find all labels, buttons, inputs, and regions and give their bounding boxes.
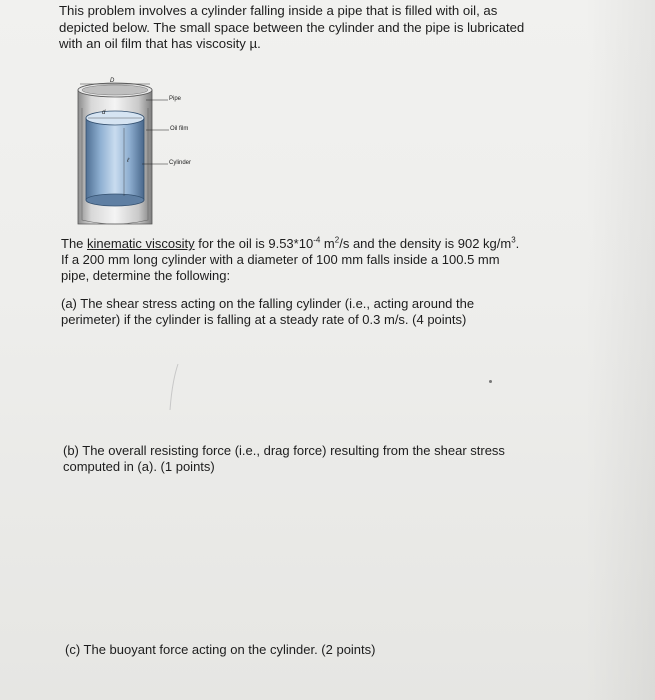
oil-film-label: Oil film [170, 126, 189, 132]
question-b [63, 443, 505, 475]
length-label: ℓ [127, 158, 129, 164]
given-text: /s and the density is 902 kg/m [339, 236, 512, 251]
question-c: (c) The buoyant force acting on the cylinder. (2 points) [65, 642, 376, 657]
pipe-cylinder-figure [72, 78, 222, 228]
question-b-line: (b) The overall resisting force (i.e., drag force) resulting from the shear stress [63, 443, 505, 458]
given-text: . [515, 236, 520, 251]
exponent: -4 [313, 235, 321, 245]
question-b-line: computed in (a). (1 points) [63, 459, 215, 474]
question-a-line: perimeter) if the cylinder is falling at a steady rate of 0.3 m/s. (4 points) [61, 312, 467, 327]
pencil-mark [168, 362, 180, 412]
given-text: m [320, 236, 335, 251]
cylinder-shape [86, 118, 144, 200]
given-data [61, 236, 519, 284]
cylinder-label: Cylinder [169, 160, 192, 166]
question-a-line: (a) The shear stress acting on the falling cylinder (i.e., acting around the [61, 296, 475, 311]
given-text: The [61, 236, 88, 251]
given-line-3: pipe, determine the following: [61, 268, 231, 283]
pipe-label: Pipe [169, 96, 182, 102]
intro-line: depicted below. The small space between the cylinder and the pipe is lubricated [59, 19, 525, 35]
page-shadow [585, 0, 655, 700]
exponent: 3 [511, 235, 516, 245]
diameter-d-cylinder-label: d [102, 110, 106, 116]
intro-line: This problem involves a cylinder falling inside a pipe that is filled with oil, as [59, 3, 498, 18]
exponent: 2 [334, 235, 340, 245]
speck-mark [489, 380, 492, 383]
diameter-d-pipe-label: D [110, 78, 115, 84]
given-text: for the oil is 9.53*10 [194, 236, 314, 251]
problem-intro [59, 3, 524, 53]
figure-svg [72, 78, 222, 228]
question-a [61, 296, 474, 328]
kinematic-viscosity-link[interactable]: kinematic viscosity [87, 236, 195, 251]
given-line-2: If a 200 mm long cylinder with a diameter of 100 mm falls inside a 100.5 mm [61, 252, 500, 267]
intro-line: with an oil film that has viscosity µ. [59, 36, 261, 51]
given-line-1 [61, 236, 519, 252]
